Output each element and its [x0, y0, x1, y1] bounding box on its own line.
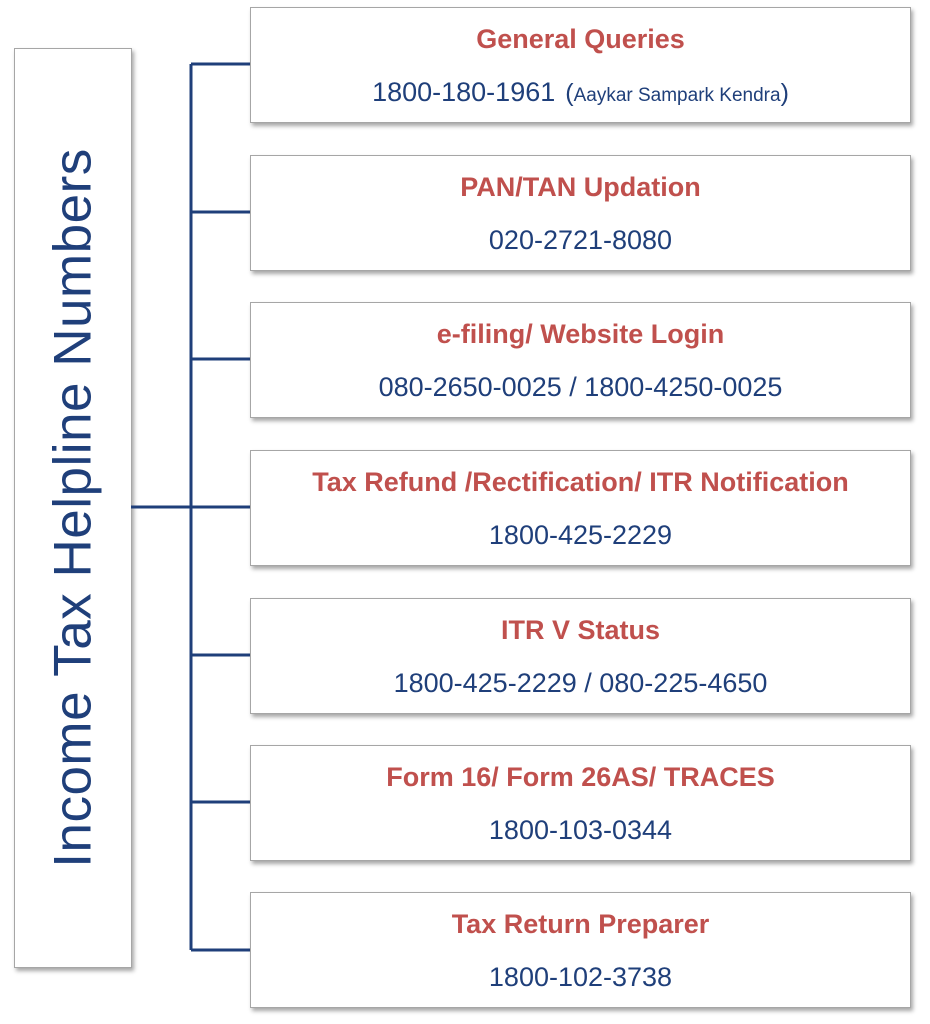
card-number: 1800-180-1961: [372, 77, 556, 107]
card-category: ITR V Status: [500, 615, 661, 645]
helpline-card-itr-v-status: [250, 598, 911, 714]
card-category: General Queries: [476, 24, 685, 54]
card-category: Tax Refund /Rectification/ ITR Notification: [312, 467, 849, 497]
card-category: Tax Return Preparer: [451, 909, 710, 939]
helpline-card-tax-return-preparer: [250, 892, 911, 1008]
card-number-line: [251, 77, 910, 108]
helpline-card-efiling: [250, 302, 911, 418]
card-category: e-filing/ Website Login: [436, 319, 725, 349]
helpline-card-tax-refund: [250, 450, 911, 566]
card-note-wrapper: (Aaykar Sampark Kendra): [565, 79, 789, 107]
card-number: 1800-425-2229 / 080-225-4650: [393, 668, 768, 698]
helpline-card-pan-tan: [250, 155, 911, 271]
card-category: PAN/TAN Updation: [460, 172, 701, 202]
card-number: 1800-103-0344: [488, 815, 673, 845]
helpline-card-form-16: [250, 745, 911, 861]
card-number: 020-2721-8080: [488, 225, 673, 255]
card-number: 080-2650-0025 / 1800-4250-0025: [378, 372, 783, 402]
diagram-title: Income Tax Helpline Numbers: [43, 148, 103, 868]
card-number: 1800-425-2229: [488, 520, 673, 550]
card-number: 1800-102-3738: [488, 962, 673, 992]
card-category: Form 16/ Form 26AS/ TRACES: [386, 762, 775, 792]
card-note: Aaykar Sampark Kendra: [573, 85, 781, 106]
helpline-card-general-queries: [250, 7, 911, 123]
